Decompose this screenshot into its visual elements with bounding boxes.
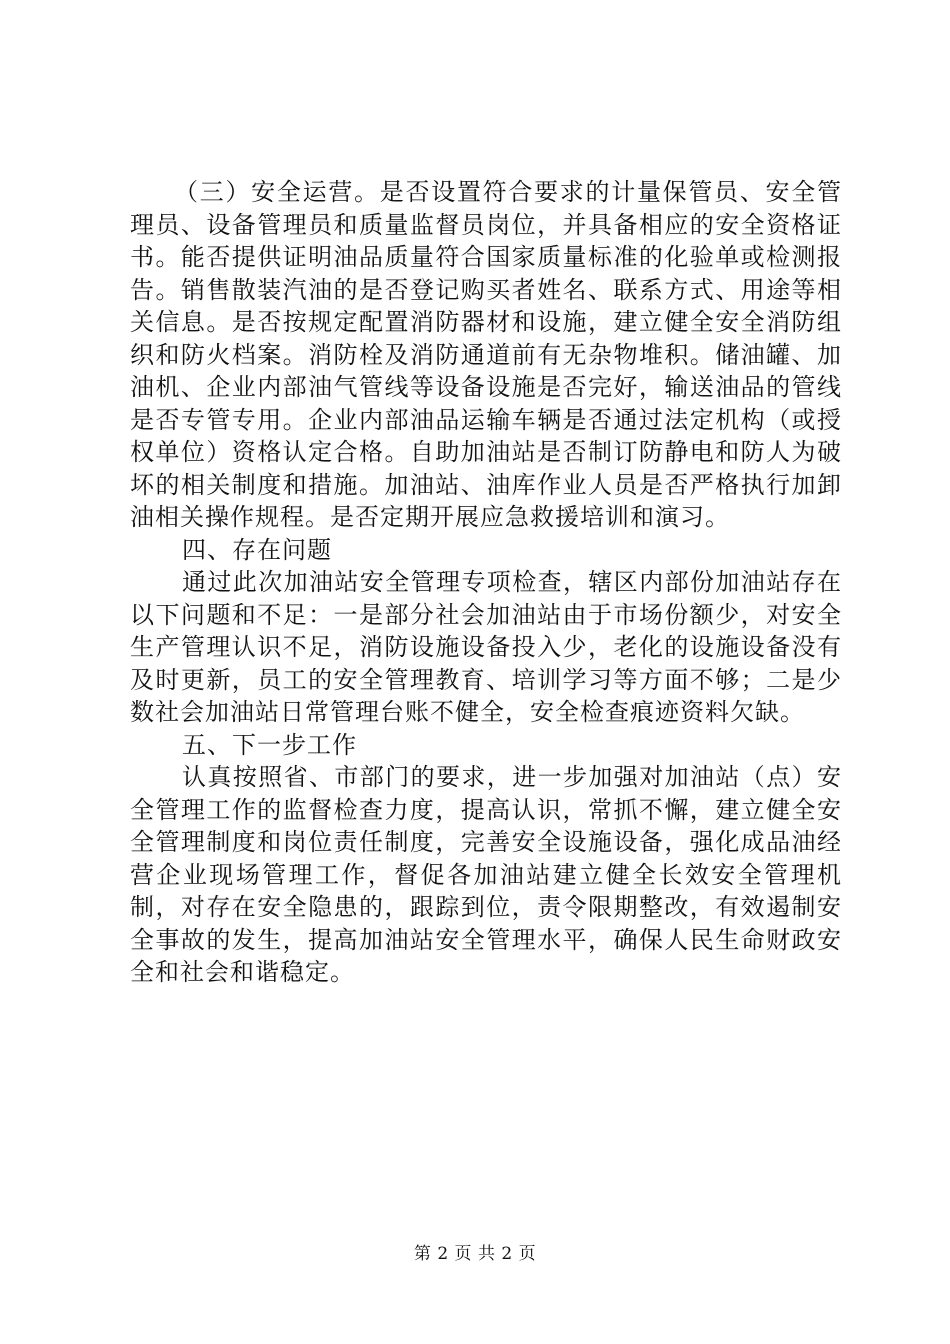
paragraph-existing-problems: 通过此次加油站安全管理专项检查，辖区内部份加油站存在以下问题和不足：一是部分社会加油站由于市场份额少，对安全生产管理认识不足，消防设施设备投入少，老化的设施设备没有及时更新，员工的安全管理教育、培训学习等方面不够；二是少数社会加油站日常管理台账不健全，安全检查痕迹资料欠缺。 [130, 568, 842, 726]
paragraph-safety-operation: （三）安全运营。是否设置符合要求的计量保管员、安全管理员、设备管理员和质量监督员岗位，并具备相应的安全资格证书。能否提供证明油品质量符合国家质量标准的化验单或检测报告。销售散装汽油的是否登记购买者姓名、联系方式、用途等相关信息。是否按规定配置消防器材和设施，建立健全安全消防组织和防火档案。消防栓及消防通道前有无杂物堆积。储油罐、加油机、企业内部油气管线等设备设施是否完好，输送油品的管线是否专管专用。企业内部油品运输车辆是否通过法定机构（或授权单位）资格认定合格。自助加油站是否制订防静电和防人为破坏的相关制度和措施。加油站、油库作业人员是否严格执行加卸油相关操作规程。是否定期开展应急救援培训和演习。 [130, 178, 842, 531]
section-heading-next-steps: 五、下一步工作 [182, 730, 357, 759]
page-number-footer: 第 2 页 共 2 页 [413, 1244, 537, 1264]
paragraph-next-steps: 认真按照省、市部门的要求，进一步加强对加油站（点）安全管理工作的监督检查力度，提高认识，常抓不懈，建立健全安全管理制度和岗位责任制度，完善安全设施设备，强化成品油经营企业现场管理工作，督促各加油站建立健全长效安全管理机制，对存在安全隐患的，跟踪到位，责令限期整改，有效遏制安全事故的发生，提高加油站安全管理水平，确保人民生命财政安全和社会和谐稳定。 [130, 763, 842, 986]
section-heading-existing-problems: 四、存在问题 [182, 535, 332, 564]
document-body [130, 176, 842, 989]
